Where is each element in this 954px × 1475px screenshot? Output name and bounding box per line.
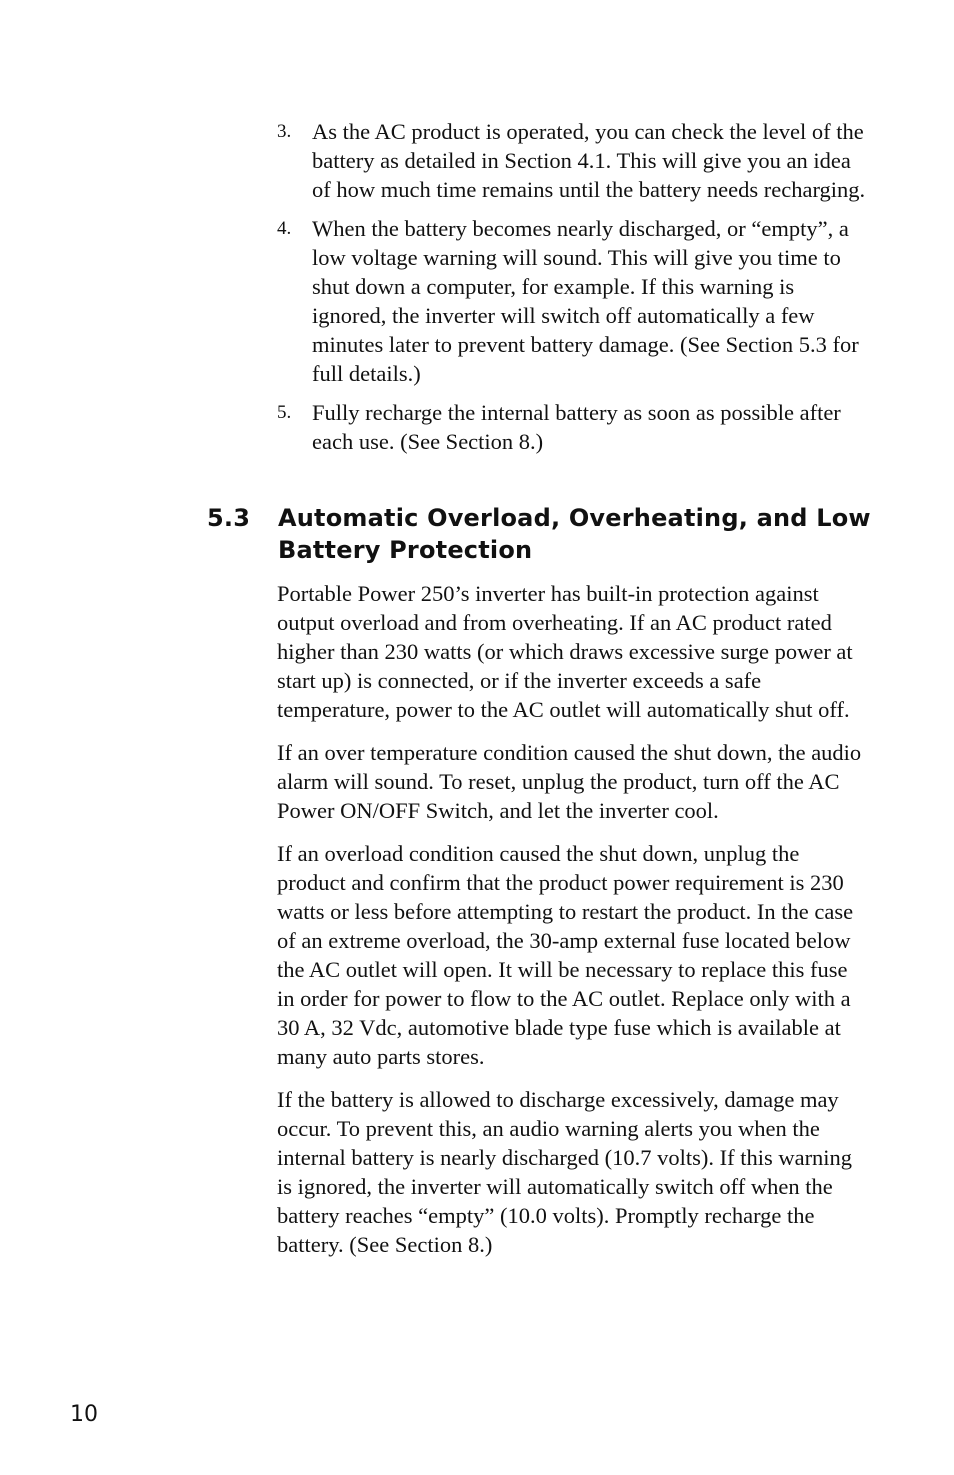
list-item-number: 5.: [277, 402, 292, 423]
section-number: 5.3: [207, 504, 251, 532]
list-item: [277, 398, 867, 456]
list-item-number: 3.: [277, 121, 292, 142]
body-paragraph: Portable Power 250’s inverter has built-in protection against output overload and from overheating. If an AC product rated higher than 230 watts (or which draws excessive surge power at start up) is connected, or if the inverter exceeds a safe temperature, power to the AC outlet will automatically shut off.: [277, 581, 853, 722]
body-paragraph: If an overload condition caused the shut down, unplug the product and confirm that the product power requirement is 230 watts or less before attempting to restart the product. In the case of an extreme overload, the 30-amp external fuse located below the AC outlet will open. It will be necessary to replace this fuse in order for power to flow to the AC outlet. Replace only with a 30 A, 32 Vdc, automotive blade type fuse which is available at many auto parts stores.: [277, 841, 854, 1069]
list-item-number: 4.: [277, 218, 292, 239]
section-title: Automatic Overload, Overheating, and Low Battery Protection: [278, 504, 871, 564]
body-paragraph: If an over temperature condition caused the shut down, the audio alarm will sound. To reset, unplug the product, turn off the AC Power ON/OFF Switch, and let the inverter cool.: [277, 740, 862, 823]
numbered-list: [277, 117, 867, 466]
section-body: [277, 579, 869, 1273]
list-item: [277, 214, 867, 388]
list-item-text: Fully recharge the internal battery as soon as possible after each use. (See Section 8.): [312, 400, 841, 454]
body-paragraph: If the battery is allowed to discharge excessively, damage may occur. To prevent this, an audio warning alerts you when the internal battery is nearly discharged (10.7 volts). If this warning is ignored, the inverter will automatically switch off when the battery reaches “empty” (10.0 volts). Promptly recharge the battery. (See Section 8.): [277, 1087, 853, 1257]
list-item-text: When the battery becomes nearly discharged, or “empty”, a low voltage warning will sound. This will give you time to shut down a computer, for example. If this warning is ignored, the inverter will switch off automatically a few minutes later to prevent battery damage. (See Section 5.3 for full details.): [312, 216, 859, 386]
section-heading: [207, 502, 887, 566]
page-number: 10: [70, 1402, 98, 1427]
list-item-text: As the AC product is operated, you can check the level of the battery as detailed in Section 4.1. This will give you an idea of how much time remains until the battery needs recharging.: [312, 119, 866, 202]
list-item: [277, 117, 867, 204]
